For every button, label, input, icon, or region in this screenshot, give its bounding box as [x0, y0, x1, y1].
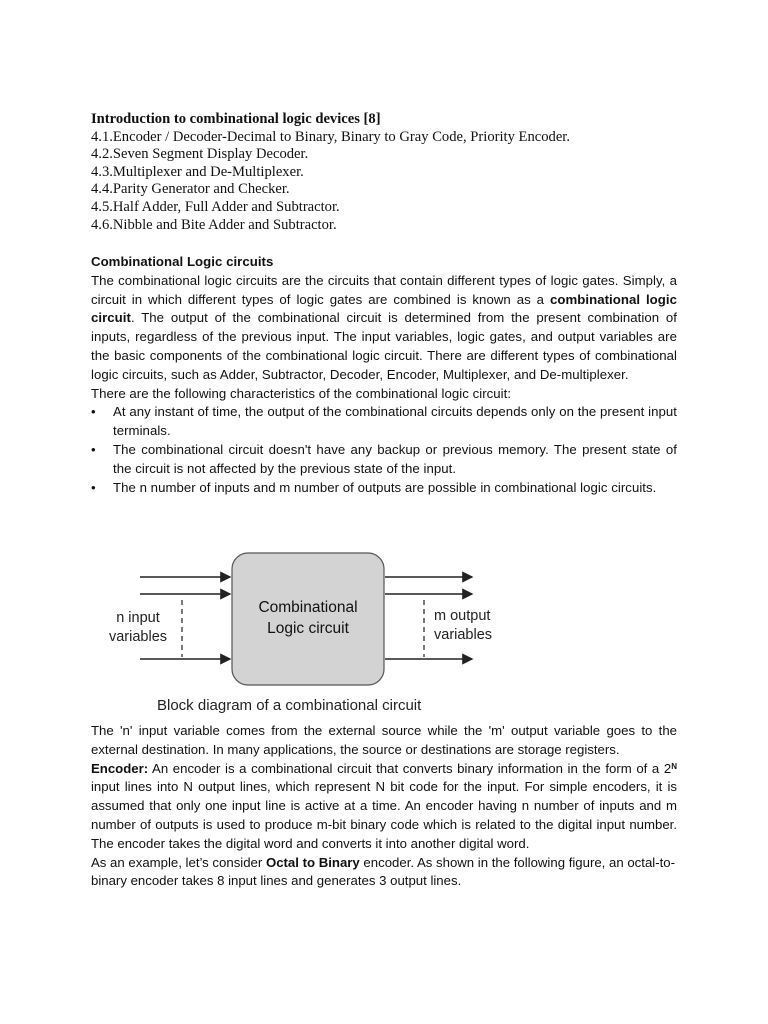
list-item-text: The combinational circuit doesn't have any backup or previous memory. The present state of the circuit is not affected by the previous state of the input. [113, 441, 677, 476]
syllabus-item: 4.6.Nibble and Bite Adder and Subtractor. [91, 216, 337, 233]
example-text: As an example, let’s consider [91, 854, 266, 870]
intro-text: The combinational logic circuits are the circuits that contain different types of logic gates. Simply, a circuit in which different types of logic gates are combined is known as a [91, 272, 677, 307]
logic-box [232, 553, 384, 685]
intro-paragraph [91, 272, 677, 385]
encoder-section [91, 722, 677, 891]
section-title: Combinational Logic circuits [91, 254, 274, 269]
list-item [91, 441, 677, 479]
list-item [91, 479, 677, 498]
encoder-text-cont: input lines into N output lines, which represent N bit code for the input. For simple encoders, it is assumed that only one input line is active at a time. An encoder having n number of inputs and m number of outputs is used to produce m-bit binary code which is related to the digital input number. The encoder takes the digital word and converts it into another digital word. [91, 779, 677, 851]
section-body [91, 253, 677, 497]
syllabus-item: 4.1.Encoder / Decoder-Decimal to Binary, Binary to Gray Code, Priority Encoder. [91, 128, 570, 145]
example-bold-term: Octal to Binary [265, 854, 360, 870]
characteristics-list [91, 403, 677, 497]
intro-bold-term: combinational logic circuit [91, 291, 677, 326]
block-diagram [100, 545, 520, 720]
example-text-cont: encoder. As shown in the following figure, an octal-to-binary encoder takes 8 input lines and generates 3 output lines. [91, 854, 675, 889]
list-item-text: The n number of inputs and m number of outputs are possible in combinational logic circuits. [113, 479, 657, 495]
example-paragraph [91, 854, 677, 892]
encoder-text: An encoder is a combinational circuit that converts binary information in the form of a 2 [148, 760, 672, 776]
input-label-line2: variables [108, 629, 168, 645]
list-item-text: At any instant of time, the output of the combinational circuits depends only on the present input terminals. [113, 404, 677, 439]
intro-text-cont: . The output of the combinational circuit is determined from the present combination of inputs, regardless of the previous input. The input variables, logic gates, and output variables are the basic components of the combinational logic circuit. There are different types of combinational logic circuits, such as Adder, Subtractor, Decoder, Encoder, Multiplexer, and De-multiplexer. [91, 310, 677, 382]
exponent-superscript: N [671, 761, 677, 771]
output-label-line1: m output [434, 608, 491, 624]
diagram-caption: Block diagram of a combinational circuit [157, 697, 422, 714]
encoder-paragraph [91, 760, 677, 854]
syllabus-item: 4.3.Multiplexer and De-Multiplexer. [91, 163, 304, 180]
encoder-label: Encoder: [91, 760, 149, 776]
io-paragraph: The 'n' input variable comes from the external source while the 'm' output variable goes to the external destination. In many applications, the source or destinations are storage registers. [91, 723, 677, 757]
syllabus-block [91, 111, 691, 234]
syllabus-item: 4.4.Parity Generator and Checker. [91, 181, 290, 198]
syllabus-item: 4.5.Half Adder, Full Adder and Subtractor. [91, 198, 340, 215]
bullet-icon: • [91, 441, 96, 457]
syllabus-heading: Introduction to combinational logic devices [8] [91, 111, 381, 127]
box-label-line1: Combinational [258, 599, 358, 616]
characteristics-lead: There are the following characteristics of the combinational logic circuit: [91, 385, 512, 401]
box-label-line2: Logic circuit [267, 620, 349, 637]
bullet-icon: • [91, 479, 96, 495]
list-item [91, 403, 677, 441]
input-label-line1: n input [116, 610, 160, 626]
output-label-line2: variables [434, 627, 493, 643]
bullet-icon: • [91, 404, 96, 420]
syllabus-item: 4.2.Seven Segment Display Decoder. [91, 146, 309, 163]
